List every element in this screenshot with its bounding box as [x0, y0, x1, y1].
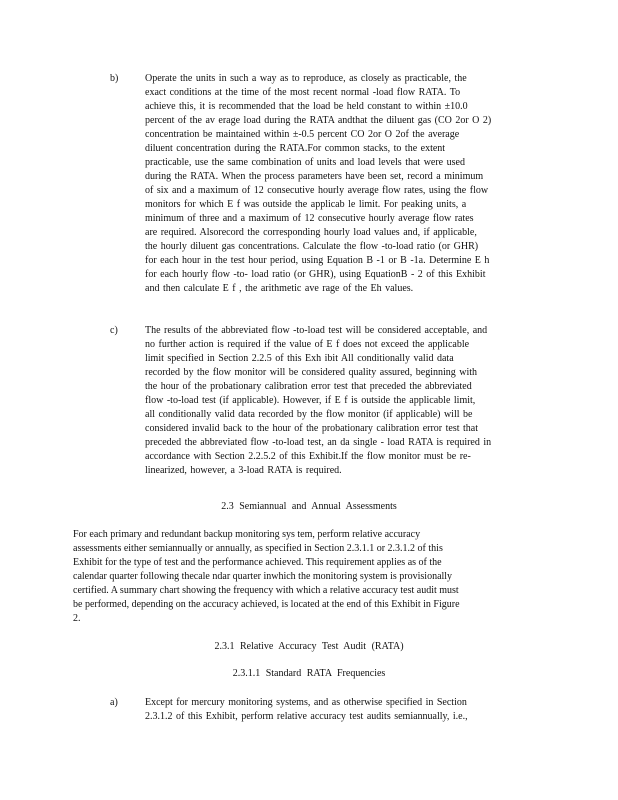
- text-line: no further action is required if the value of E f does not exceed the applicable: [145, 339, 470, 350]
- text-line: monitors for which E f was outside the applicab le limit. For peaking units, a: [145, 199, 467, 210]
- text-line: 2.3.1.2 of this Exhibit, perform relative accuracy test audits semiannually, i.e.,: [145, 711, 468, 722]
- text-line: all conditionally valid data recorded by the flow monitor (if applicable) will be: [145, 409, 473, 420]
- list-item-body: [145, 324, 540, 478]
- text-line: of six and a maximum of 12 consecutive hourly average flow rates, using the flow: [145, 185, 489, 196]
- list-item-a: [110, 696, 540, 724]
- list-item-body: [145, 696, 540, 724]
- text-line: considered invalid back to the hour of the probationary calibration error test that: [145, 423, 479, 434]
- text-line: 2.: [73, 613, 81, 624]
- text-line: For each primary and redundant backup monitoring sys tem, perform relative accuracy: [73, 529, 421, 540]
- text-line: percent of the av erage load during the RATA andthat the diluent gas (CO 2or O 2): [145, 115, 492, 126]
- text-line: preceded the abbreviated flow -to-load test, an da single - load RATA is required in: [145, 437, 492, 448]
- section-heading-2-3: 2.3 Semiannual and Annual Assessments: [221, 501, 397, 512]
- list-item-body: [145, 72, 540, 296]
- text-line: diluent concentration during the RATA.For common stacks, to the extent: [145, 143, 446, 154]
- text-line: exact conditions at the time of the most recent normal -load flow RATA. To: [145, 87, 461, 98]
- text-line: recorded by the flow monitor will be considered quality assured, beginning with: [145, 367, 478, 378]
- list-marker: c): [110, 325, 118, 336]
- section-heading-2-3-1: 2.3.1 Relative Accuracy Test Audit (RATA): [214, 641, 404, 652]
- text-line: the hour of the probationary calibration error test that preceded the abbreviated: [145, 381, 472, 392]
- section-2-3-paragraph: [73, 528, 535, 626]
- text-line: Exhibit for the type of test and the performance achieved. This requirement applies as of the: [73, 557, 442, 568]
- list-item-c: [110, 324, 540, 478]
- section-heading-2-3-1-1: 2.3.1.1 Standard RATA Frequencies: [232, 668, 386, 679]
- text-line: concentration be maintained within ±-0.5 percent CO 2or O 2of the average: [145, 129, 460, 140]
- text-line: assessments either semiannually or annually, as specified in Section 2.3.1.1 or 2.3.1.2 of this: [73, 543, 443, 554]
- text-line: flow -to-load test (if applicable). However, if E f is outside the applicable limit,: [145, 395, 476, 406]
- text-line: limit specified in Section 2.2.5 of this Exh ibit All conditionally valid data: [145, 353, 454, 364]
- text-line: Operate the units in such a way as to reproduce, as closely as practicable, the: [145, 73, 467, 84]
- text-line: minimum of three and a maximum of 12 consecutive hourly average flow rates: [145, 213, 474, 224]
- text-line: linearized, however, a 3-load RATA is required.: [145, 465, 342, 476]
- text-line: during the RATA. When the process parameters have been set, record a minimum: [145, 171, 484, 182]
- text-line: for each hourly flow -to- load ratio (or GHR), using EquationB - 2 of this Exhibit: [145, 269, 486, 280]
- text-line: be performed, depending on the accuracy achieved, is located at the end of this Exhibit in Figure: [73, 599, 460, 610]
- text-line: the hourly diluent gas concentrations. Calculate the flow -to-load ratio (or GHR): [145, 241, 479, 252]
- text-line: calendar quarter following thecale ndar quarter inwhich the monitoring system is provisionally: [73, 571, 453, 582]
- text-line: Except for mercury monitoring systems, and as otherwise specified in Section: [145, 697, 467, 708]
- text-line: achieve this, it is recommended that the load be held constant to within ±10.0: [145, 101, 468, 112]
- text-line: practicable, use the same combination of units and load levels that were used: [145, 157, 465, 168]
- text-line: accordance with Section 2.2.5.2 of this Exhibit.If the flow monitor must be re-: [145, 451, 471, 462]
- text-line: The results of the abbreviated flow -to-load test will be considered acceptable, and: [145, 325, 488, 336]
- text-line: are required. Alsorecord the corresponding hourly load values and, if applicable,: [145, 227, 477, 238]
- list-marker: a): [110, 697, 118, 708]
- list-marker: b): [110, 73, 119, 84]
- text-line: and then calculate E f , the arithmetic ave rage of the Eh values.: [145, 283, 414, 294]
- text-line: certified. A summary chart showing the frequency with which a relative accuracy test audit must: [73, 585, 459, 596]
- text-line: for each hour in the test hour period, using Equation B -1 or B -1a. Determine E h: [145, 255, 490, 266]
- list-item-b: [110, 72, 540, 296]
